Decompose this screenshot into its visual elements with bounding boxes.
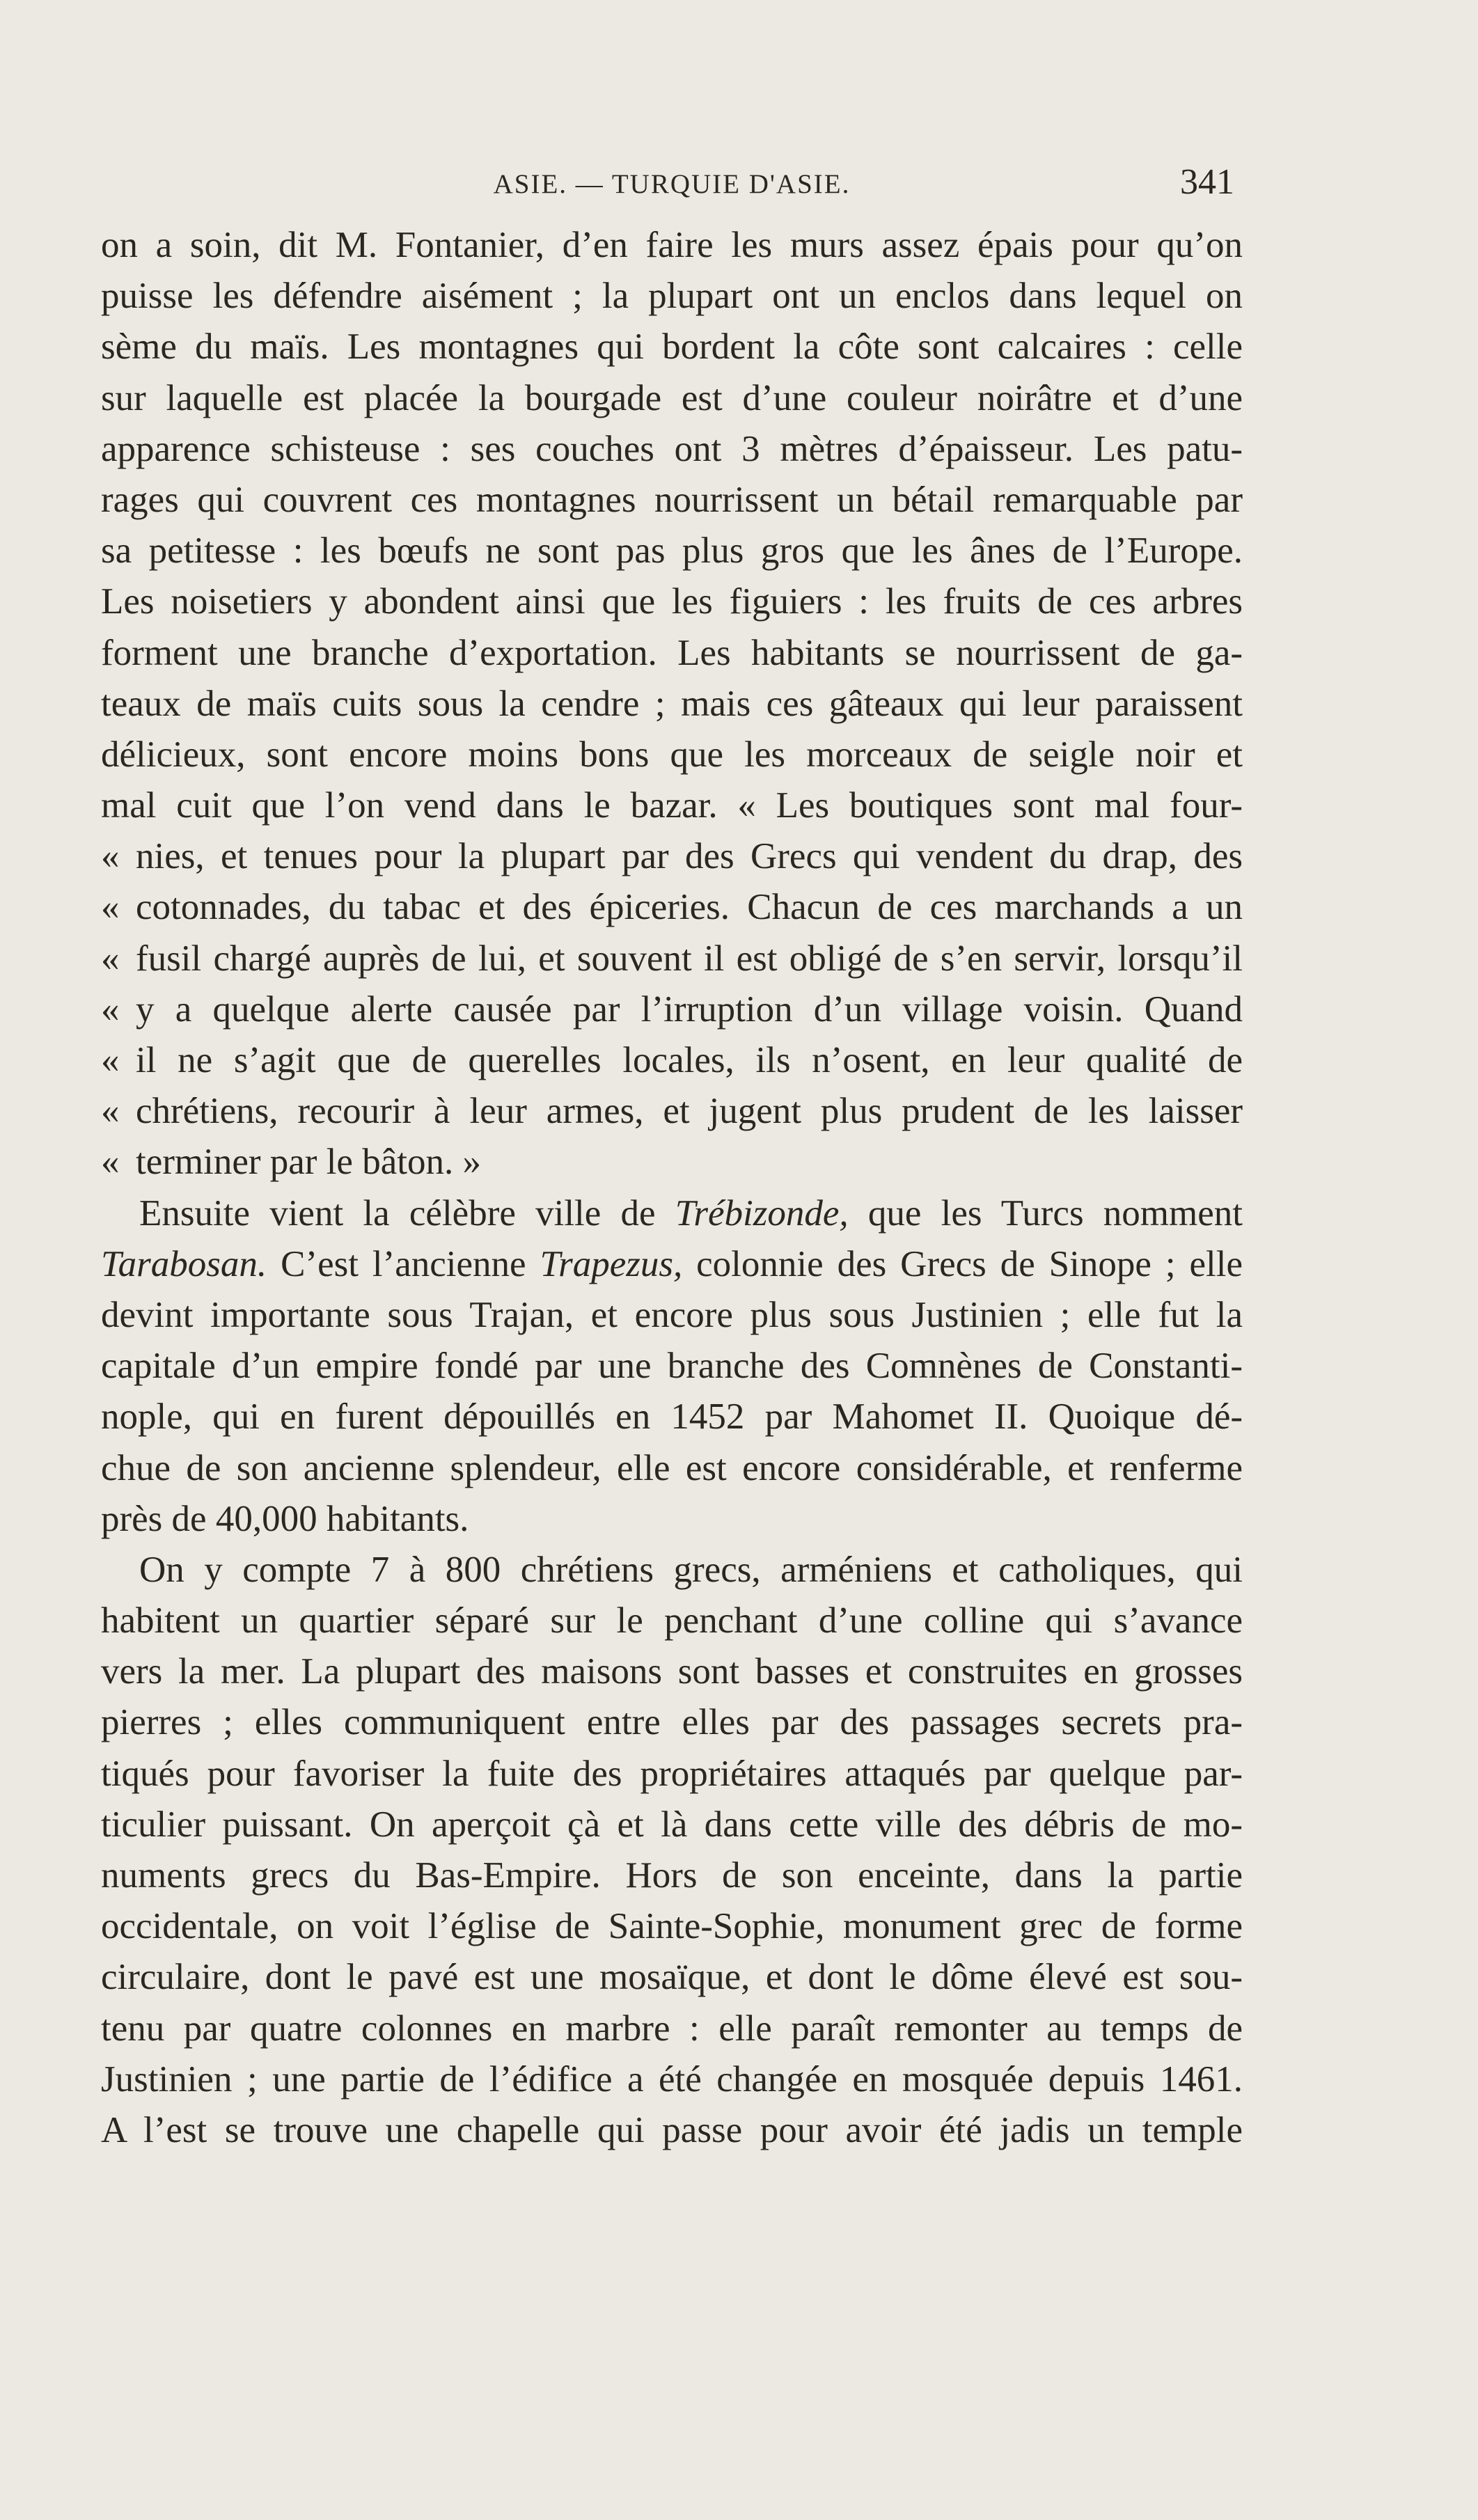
text-line: délicieux, sont encore moins bons que les morceaux de seigle noir et xyxy=(101,734,1243,775)
quote-line xyxy=(101,831,1243,882)
quote-text: il ne s’agit que de querelles locales, ils n’osent, en leur qualité de xyxy=(136,1040,1243,1080)
quote-mark: « xyxy=(101,1091,120,1132)
quote-line xyxy=(101,882,1243,933)
quote-mark: « xyxy=(101,1040,120,1080)
text-run: colonnie des Grecs de Sinope ; elle xyxy=(682,1243,1243,1284)
text-line: numents grecs du Bas-Empire. Hors de son enceinte, dans la partie xyxy=(101,1855,1243,1896)
quote-mark: « xyxy=(101,887,120,928)
text-line: circulaire, dont le pavé est une mosaïque, et dont le dôme élevé est sou- xyxy=(101,1957,1243,1998)
text-line: on a soin, dit M. Fontanier, d’en faire les murs assez épais pour qu’on xyxy=(101,225,1243,265)
text-line: rages qui couvrent ces montagnes nourrissent un bétail remarquable par xyxy=(101,479,1243,520)
text-line: nople, qui en furent dépouillés en 1452 par Mahomet II. Quoique dé- xyxy=(101,1396,1243,1438)
text-line: puisse les défendre aisément ; la plupart ont un enclos dans lequel on xyxy=(101,276,1243,317)
text-line: chue de son ancienne splendeur, elle est encore considérable, et renferme xyxy=(101,1447,1243,1488)
text-line: occidentale, on voit l’église de Sainte-Sophie, monument grec de forme xyxy=(101,1906,1243,1947)
paragraph-start-line xyxy=(101,1188,1243,1239)
text-run: Ensuite vient la célèbre ville de xyxy=(139,1192,675,1234)
text-line: forment une branche d’exportation. Les habitants se nourrissent de ga- xyxy=(101,632,1243,673)
quote-line xyxy=(101,934,1243,984)
quote-text: fusil chargé auprès de lui, et souvent il est obligé de s’en servir, lorsqu’il xyxy=(136,938,1243,979)
text-line: mal cuit que l’on vend dans le bazar. « Les boutiques sont mal four- xyxy=(101,785,1243,826)
quote-text: nies, et tenues pour la plupart par des Grecs qui vendent du drap, des xyxy=(136,836,1243,877)
text-run: C’est l’ancienne xyxy=(267,1243,540,1284)
text-run: que les Turcs nomment xyxy=(848,1192,1243,1234)
place-name-italic: Tarabosan. xyxy=(101,1243,267,1284)
quote-mark: « xyxy=(101,938,120,979)
paragraph-start-line: On y compte 7 à 800 chrétiens grecs, arméniens et catholiques, qui xyxy=(139,1549,1243,1590)
text-line: devint importante sous Trajan, et encore plus sous Justinien ; elle fut la xyxy=(101,1294,1243,1335)
place-name-italic: Trapezus, xyxy=(540,1243,683,1284)
text-line: apparence schisteuse : ses couches ont 3 mètres d’épaisseur. Les patu- xyxy=(101,428,1243,469)
quote-text: terminer par le bâton. » xyxy=(136,1142,481,1183)
quote-text: cotonnades, du tabac et des épiceries. Chacun de ces marchands a un xyxy=(136,887,1243,928)
text-line: tenu par quatre colonnes en marbre : elle paraît remonter au temps de xyxy=(101,2008,1243,2049)
quote-line xyxy=(101,1137,1243,1188)
running-head: ASIE. — TURQUIE D'ASIE. xyxy=(493,169,851,199)
quote-mark: « xyxy=(101,989,120,1030)
quote-mark: « xyxy=(101,836,120,877)
text-line: ticulier puissant. On aperçoit çà et là dans cette ville des débris de mo- xyxy=(101,1804,1243,1845)
text-line: sur laquelle est placée la bourgade est d’une couleur noirâtre et d’une xyxy=(101,377,1243,418)
text-line: A l’est se trouve une chapelle qui passe pour avoir été jadis un temple xyxy=(101,2109,1243,2150)
text-line: capitale d’un empire fondé par une branche des Comnènes de Constanti- xyxy=(101,1346,1243,1387)
page-number: 341 xyxy=(1180,162,1234,202)
quote-text: chrétiens, recourir à leur armes, et jugent plus prudent de les laisser xyxy=(136,1091,1243,1132)
text-line: Les noisetiers y abondent ainsi que les figuiers : les fruits de ces arbres xyxy=(101,581,1243,622)
text-line: vers la mer. La plupart des maisons sont basses et construites en grosses xyxy=(101,1651,1243,1692)
quote-line xyxy=(101,1035,1243,1086)
text-line: sa petitesse : les bœufs ne sont pas plus gros que les ânes de l’Europe. xyxy=(101,530,1243,572)
quote-line xyxy=(101,1086,1243,1137)
text-line: près de 40,000 habitants. xyxy=(101,1498,469,1539)
text-line: pierres ; elles communiquent entre elles par des passages secrets pra- xyxy=(101,1702,1243,1743)
quote-line xyxy=(101,984,1243,1035)
text-line: teaux de maïs cuits sous la cendre ; mais ces gâteaux qui leur paraissent xyxy=(101,683,1243,724)
text-line: sème du maïs. Les montagnes qui bordent la côte sont calcaires : celle xyxy=(101,326,1243,368)
text-line: habitent un quartier séparé sur le penchant d’une colline qui s’avance xyxy=(101,1600,1243,1641)
quote-text: y a quelque alerte causée par l’irruption d’un village voisin. Quand xyxy=(136,989,1243,1030)
quote-mark: « xyxy=(101,1142,120,1183)
place-name-italic: Trébizonde, xyxy=(675,1192,849,1234)
page-header xyxy=(101,162,1243,206)
text-line: tiqués pour favoriser la fuite des propriétaires attaqués par quelque par- xyxy=(101,1753,1243,1794)
text-line xyxy=(101,1239,1243,1290)
text-line: Justinien ; une partie de l’édifice a été changée en mosquée depuis 1461. xyxy=(101,2058,1243,2100)
body-text xyxy=(101,220,1243,2156)
